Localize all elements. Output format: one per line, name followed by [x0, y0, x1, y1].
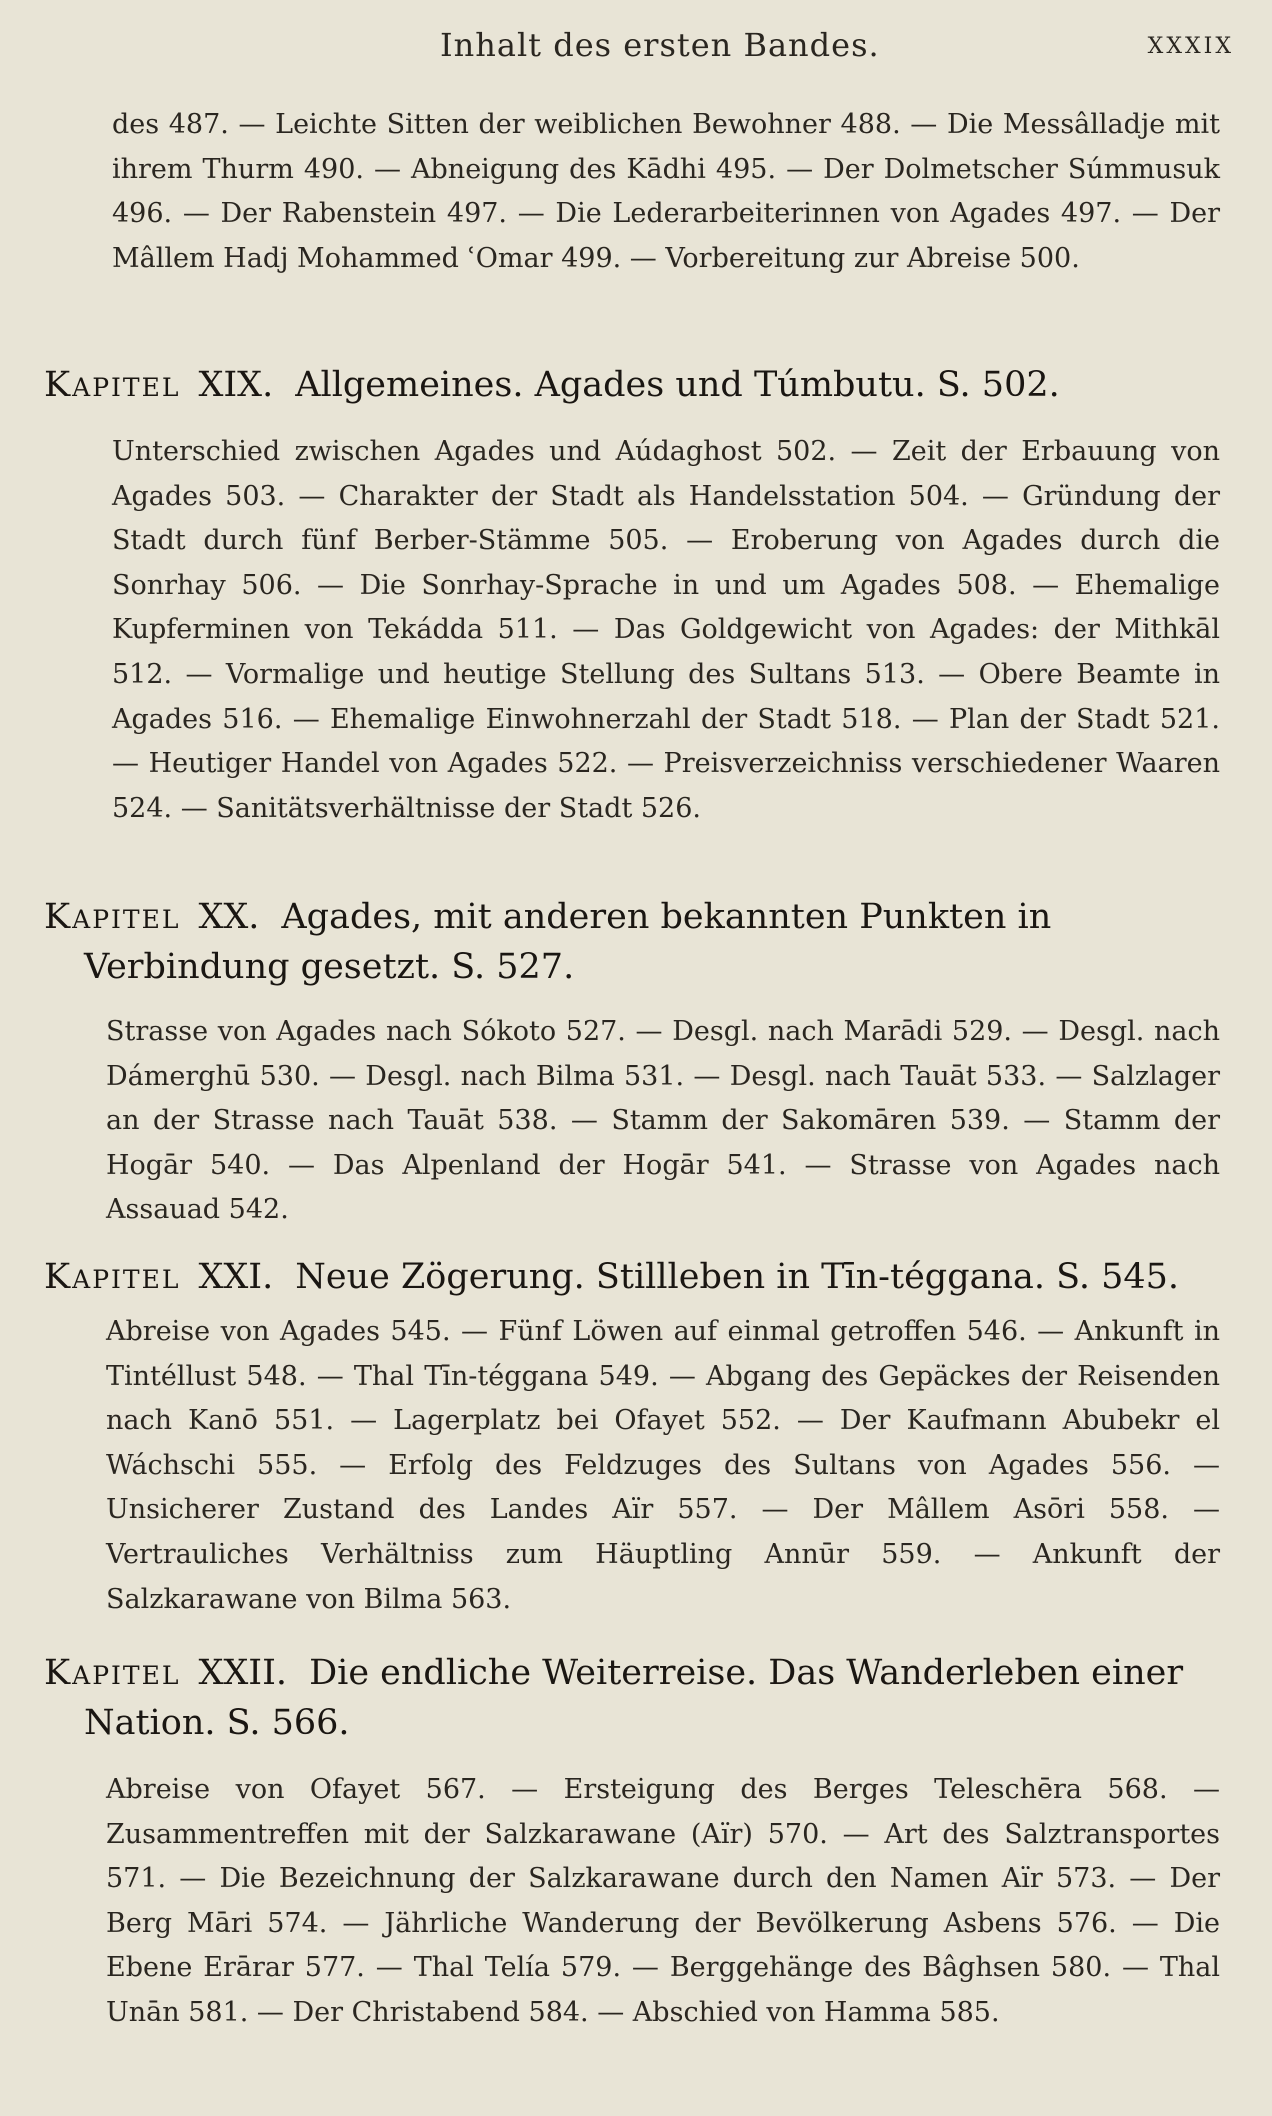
chapter-number: XX.	[198, 897, 260, 937]
chapter-heading	[0, 1252, 1222, 1302]
chapter-title: Neue Zögerung. Stillleben in Tīn-téggana. S. 545.	[295, 1257, 1180, 1297]
chapter-label: Kapitel	[44, 897, 181, 937]
chapter-label: Kapitel	[44, 365, 181, 405]
chapter-number: XXII.	[198, 1653, 288, 1693]
chapter-summary: Abreise von Agades 545. — Fünf Löwen auf einmal getroffen 546. — Ankunft in Tintéllust 548. — Thal Tīn-téggana 549. — Abgang des Gepäckes der Reisenden nach Kanō 551. — Lagerplatz bei Ofayet 552. — Der Kaufmann Abubekr el Wáchschi 555. — Erfolg des Feldzuges des Sultans von Agades 556. — Unsicherer Zustand des Landes Aïr 557. — Der Mâllem Asōri 558. — Vertrauliches Verhältniss zum Häuptling Annūr 559. — Ankunft der Salzkarawane von Bilma 563.	[106, 1316, 1220, 1615]
running-title: Inhalt des ersten Bandes.	[440, 26, 880, 64]
chapter-xx	[0, 892, 1272, 1233]
chapter-title: Die endliche Weiterreise. Das Wanderleben einer Nation. S. 566.	[84, 1653, 1184, 1743]
chapter-heading	[0, 892, 1222, 992]
chapter-summary: Abreise von Ofayet 567. — Ersteigung des Berges Teleschēra 568. — Zusammentreffen mit der Salzkarawane (Aïr) 570. — Art des Salztransportes 571. — Die Bezeichnung der Salzkarawane durch den Namen Aïr 573. — Der Berg Māri 574. — Jährliche Wanderung der Bevölkerung Asbens 576. — Die Ebene Erārar 577. — Thal Telía 579. — Berggehänge des Bâghsen 580. — Thal Unān 581. — Der Christabend 584. — Abschied von Hamma 585.	[106, 1774, 1220, 2028]
chapter-xix	[0, 360, 1272, 831]
chapter-number: XXI.	[198, 1257, 274, 1297]
chapter-label: Kapitel	[44, 1257, 181, 1297]
intro-paragraph: des 487. — Leichte Sitten der weiblichen Bewohner 488. — Die Messâlladje mit ihrem Thurm 490. — Abneigung des Kādhi 495. — Der Dolmetscher Súmmusuk 496. — Der Rabenstein 497. — Die Lederarbeiterinnen von Agades 497. — Der Mâllem Hadj Mohammed ʿOmar 499. — Vorbereitung zur Abreise 500.	[112, 109, 1220, 274]
chapter-number: XIX.	[198, 365, 274, 405]
chapter-summary: Strasse von Agades nach Sókoto 527. — Desgl. nach Marādi 529. — Desgl. nach Dámerghū 530. — Desgl. nach Bilma 531. — Desgl. nach Tauāt 533. — Salzlager an der Strasse nach Tauāt 538. — Stamm der Sakomāren 539. — Stamm der Hogār 540. — Das Alpenland der Hogār 541. — Strasse von Agades nach Assauad 542.	[106, 1016, 1220, 1226]
chapter-xxi	[0, 1252, 1272, 1622]
chapter-summary: Unterschied zwischen Agades und Aúdaghost 502. — Zeit der Erbauung von Agades 503. — Charakter der Stadt als Handelsstation 504. — Gründung der Stadt durch fünf Berber-Stämme 505. — Eroberung von Agades durch die Sonrhay 506. — Die Sonrhay-Sprache in und um Agades 508. — Ehemalige Kupferminen von Tekádda 511. — Das Goldgewicht von Agades: der Mithkāl 512. — Vormalige und heutige Stellung des Sultans 513. — Obere Beamte in Agades 516. — Ehemalige Einwohnerzahl der Stadt 518. — Plan der Stadt 521. — Heutiger Handel von Agades 522. — Preisverzeichniss verschiedener Waaren 524. — Sanitätsverhältnisse der Stadt 526.	[112, 436, 1220, 824]
chapter-xxii	[0, 1648, 1272, 2036]
running-header	[0, 26, 1272, 66]
page-number: XXXIX	[1147, 34, 1234, 59]
intro-section	[0, 103, 1272, 281]
chapter-title: Agades, mit anderen bekannten Punkten in Verbindung gesetzt. S. 527.	[84, 897, 1052, 987]
chapter-title: Allgemeines. Agades und Túmbutu. S. 502.	[295, 365, 1060, 405]
chapter-label: Kapitel	[44, 1653, 181, 1693]
chapter-heading	[0, 360, 1222, 410]
chapter-heading	[0, 1648, 1222, 1748]
